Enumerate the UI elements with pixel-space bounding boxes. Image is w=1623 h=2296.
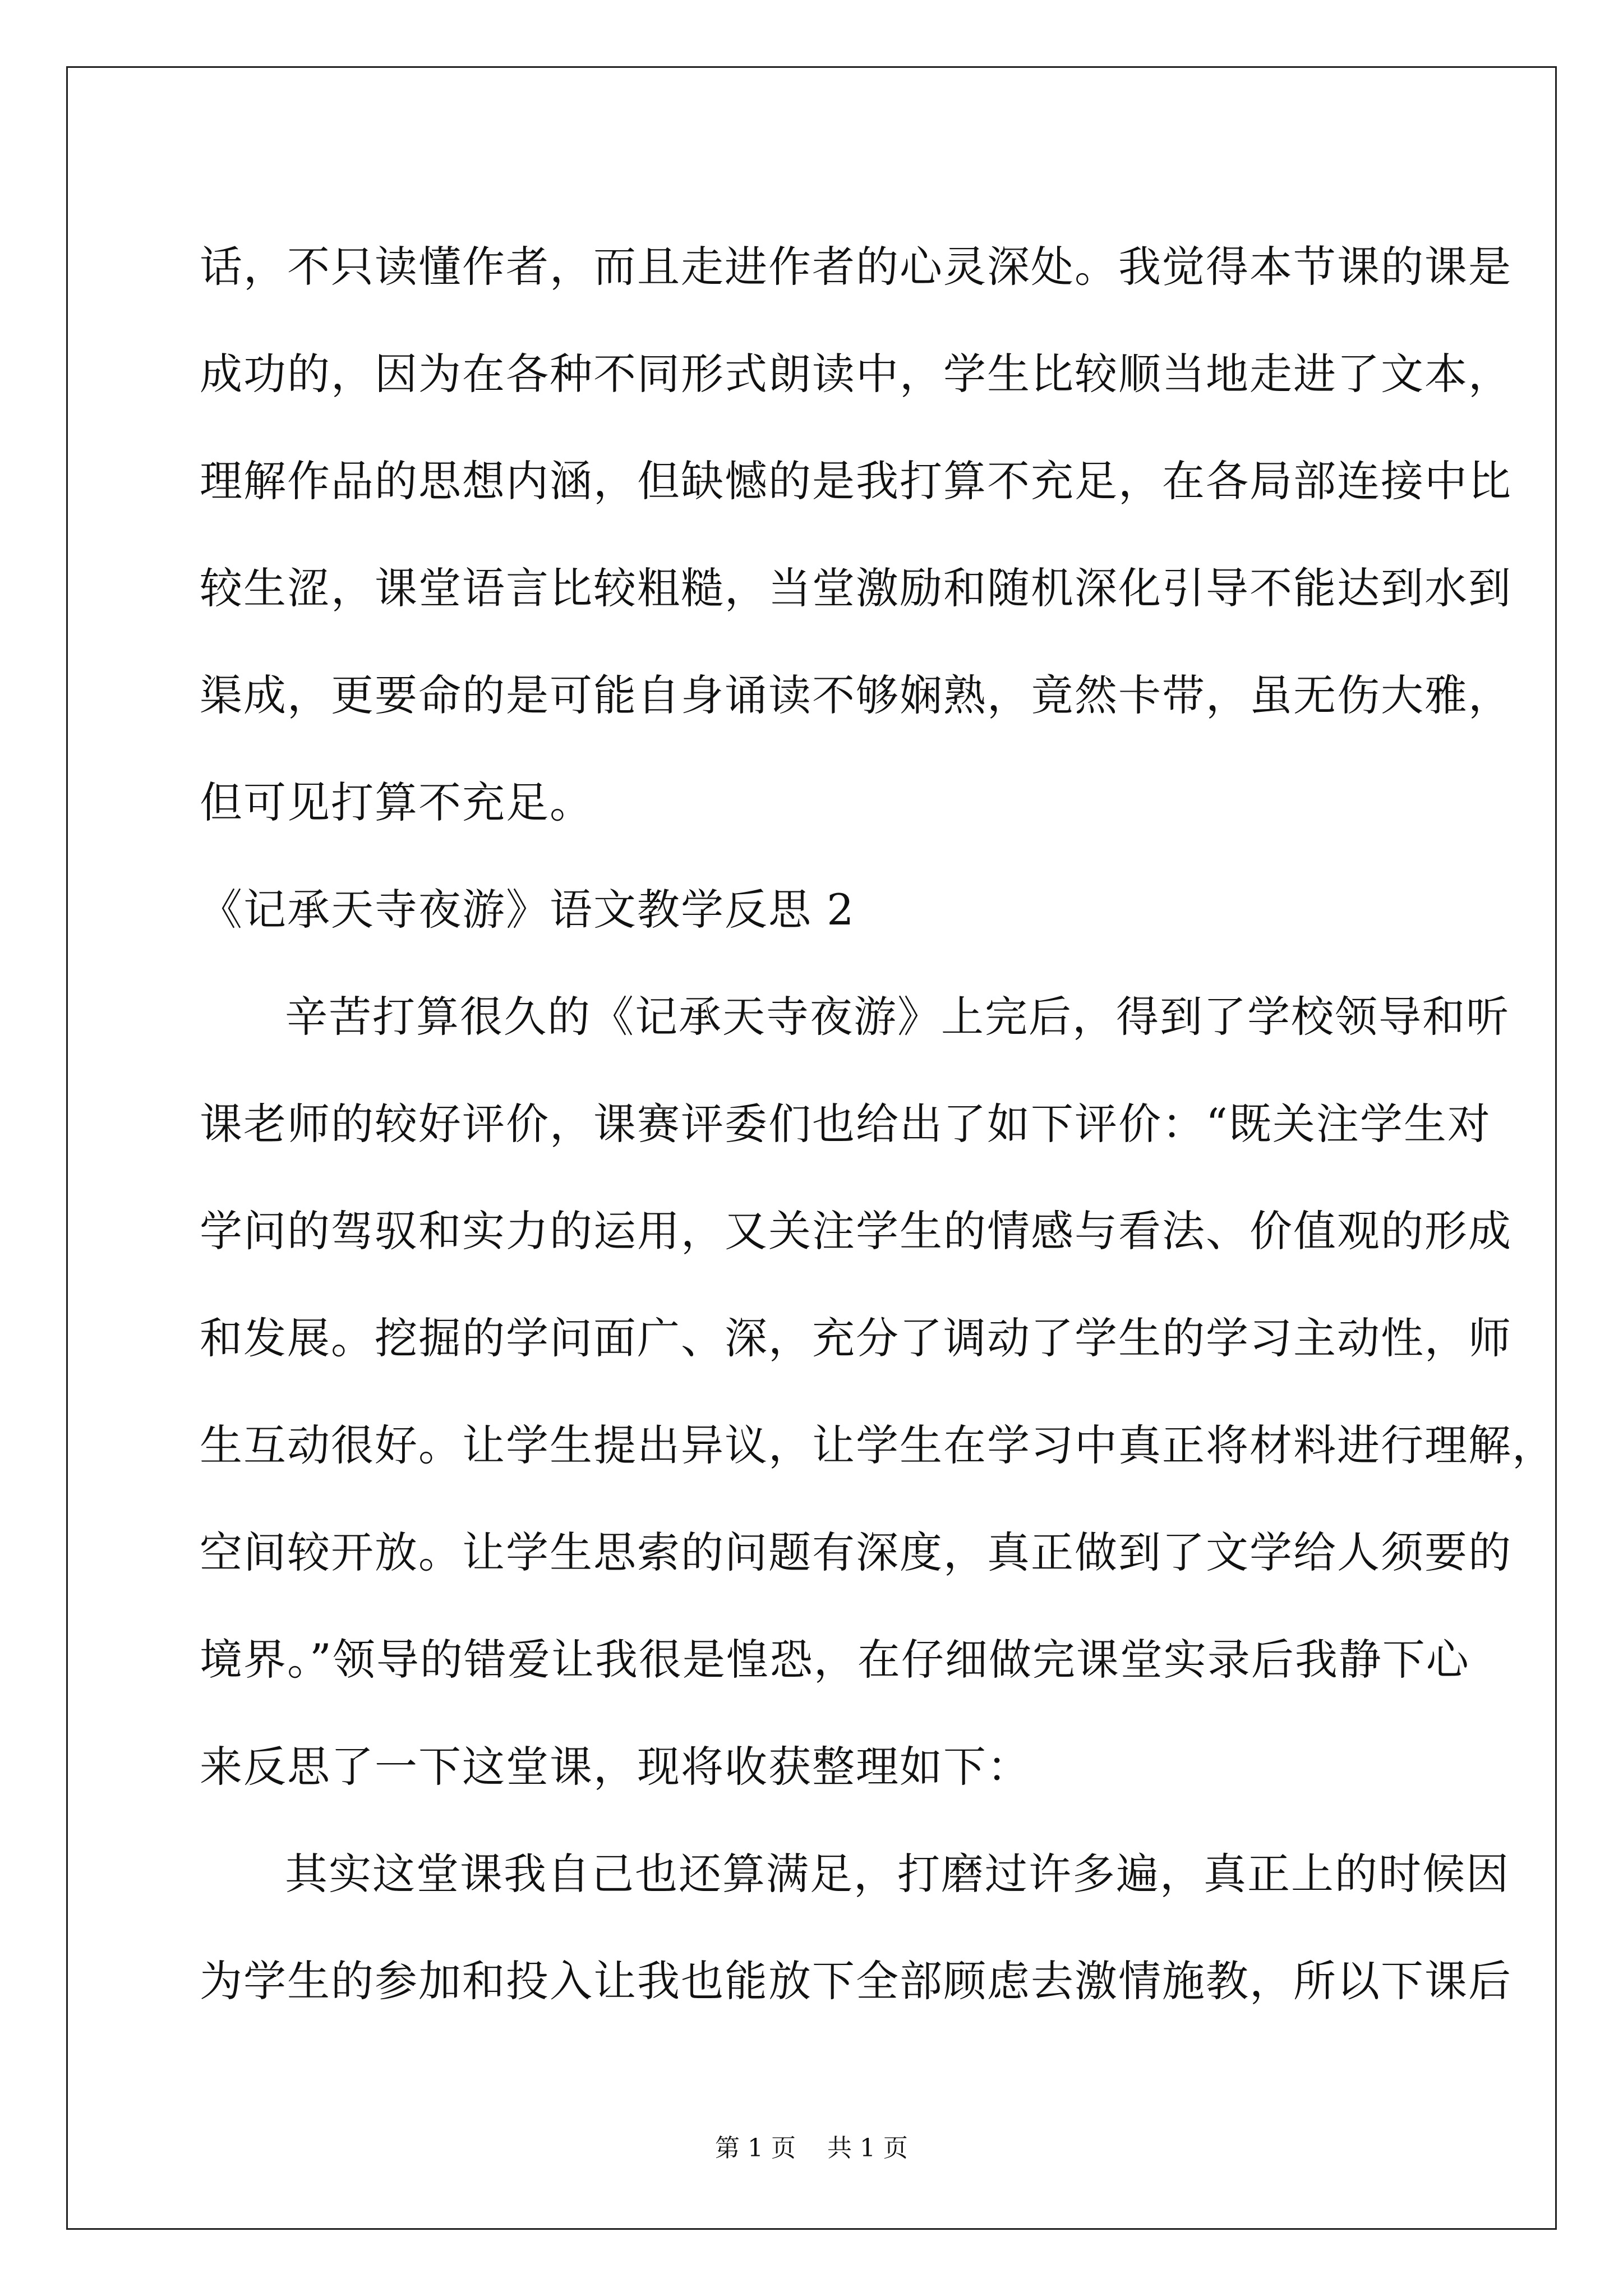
text-line: 空间较开放。让学生思索的问题有深度，真正做到了文学给人须要的: [200, 1527, 1512, 1577]
text-line: 理解作品的思想内涵，但缺憾的是我打算不充足，在各局部连接中比: [200, 456, 1512, 506]
text-line: 境界。”领导的错爱让我很是惶恐，在仔细做完课堂实录后我静下心: [200, 1635, 1470, 1685]
text-line: 但可见打算不充足。: [200, 777, 593, 827]
page-footer: 第 1 页 共 1 页: [715, 2134, 908, 2162]
section-heading: 《记承天寺夜游》语文教学反思 2: [200, 885, 855, 935]
text-line: 学问的驾驭和实力的运用，又关注学生的情感与看法、价值观的形成: [200, 1206, 1512, 1256]
text-line: 渠成，更要命的是可能自身诵读不够娴熟，竟然卡带，虽无伤大雅，: [200, 670, 1512, 720]
text-line: 成功的，因为在各种不同形式朗读中，学生比较顺当地走进了文本，: [200, 349, 1512, 399]
text-line: 课老师的较好评价，课赛评委们也给出了如下评价：“既关注学生对: [200, 1099, 1491, 1149]
text-line: 为学生的参加和投入让我也能放下全部顾虑去激情施教，所以下课后: [200, 1956, 1512, 2006]
text-line: 话，不只读懂作者，而且走进作者的心灵深处。我觉得本节课的课是: [200, 242, 1512, 292]
text-line: 较生涩，课堂语言比较粗糙，当堂激励和随机深化引导不能达到水到: [200, 563, 1512, 613]
document-body: [200, 213, 1556, 2035]
text-line: 和发展。挖掘的学问面广、深，充分了调动了学生的学习主动性，师: [200, 1313, 1512, 1363]
text-line: 辛苦打算很久的《记承天寺夜游》上完后，得到了学校领导和听: [285, 992, 1510, 1042]
text-line: 来反思了一下这堂课，现将收获整理如下：: [200, 1742, 1031, 1792]
text-line: 其实这堂课我自己也还算满足，打磨过许多遍，真正上的时候因: [285, 1849, 1510, 1899]
text-line: 生互动很好。让学生提出异议，让学生在学习中真正将材料进行理解，: [200, 1420, 1556, 1470]
